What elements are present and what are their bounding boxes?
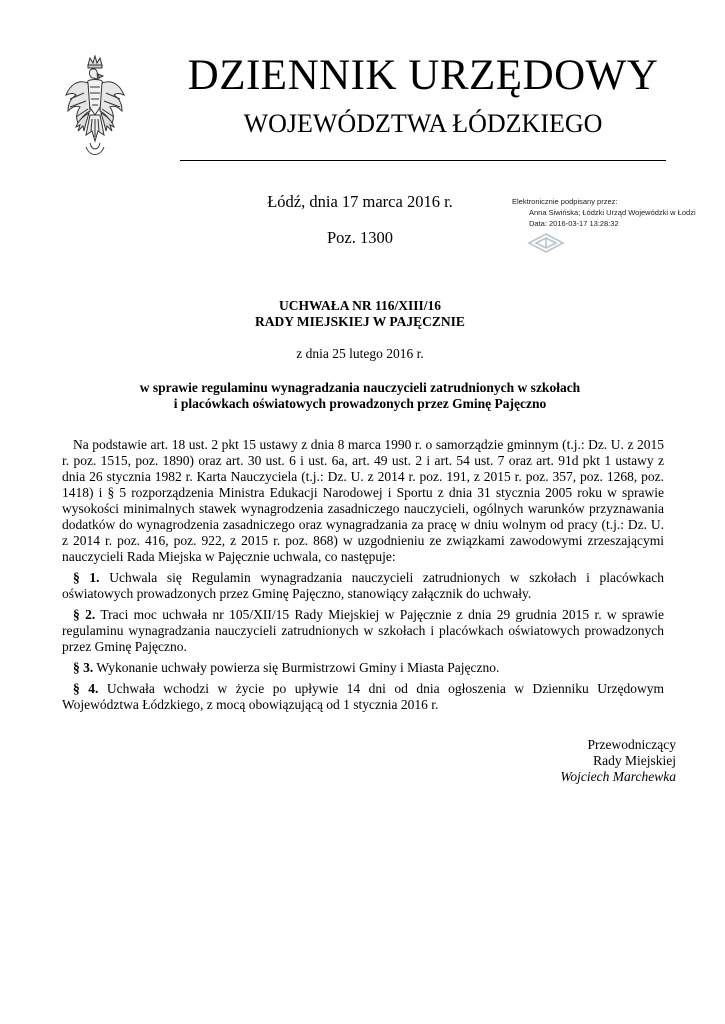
e-signature-icon: [527, 232, 565, 254]
resolution-number: UCHWAŁA NR 116/XIII/16: [278, 298, 442, 313]
signature-role: Przewodniczący: [587, 737, 676, 752]
paragraph-1: [62, 570, 664, 602]
signature-body: Rady Miejskiej: [593, 753, 676, 768]
paragraph-text: Wykonanie uchwały powierza się Burmistrzowi Gminy i Miasta Pajęczno.: [93, 660, 500, 675]
paragraph-3: [62, 660, 664, 676]
resolution-subject-line-1: w sprawie regulaminu wynagradzania nauczycieli zatrudnionych w szkołach: [139, 380, 581, 395]
issue-place-date: Łódź, dnia 17 marca 2016 r.: [267, 192, 453, 211]
preamble: Na podstawie art. 18 ust. 2 pkt 15 ustawy z dnia 8 marca 1990 r. o samorządzie gminnym (t.j.: Dz. U. z 2015 r. poz. 1515, poz. 1890) oraz art. 30 ust. 6 i ust. 6a, art. 49 ust. 2 i art. 54 ust. 7 oraz art. 91d pkt 1 ustawy z dnia 26 stycznia 1982 r. Karta Nauczyciela (t.j.: Dz. U. z 2014 r. poz. 191, z 2015 r. poz. 357, poz. 1268, poz. 1418) i § 5 rozporządzenia Ministra Edukacji Narodowej i Sportu z dnia 31 stycznia 2005 roku w sprawie wysokości minimalnych stawek wynagrodzenia zasadniczego nauczycieli, ogólnych warunków przyznawania dodatków do wynagrodzenia zasadniczego oraz wynagradzania za pracę w dniu wolnym od pracy (t.j.: Dz. U. z 2014 r. poz. 416, poz. 922, z 2015 r. poz. 868) w uzgodnieniu ze związkami zawodowymi zrzeszającymi nauczycieli Rada Miejska w Pajęcznie uchwala, co następuje:: [62, 437, 664, 564]
paragraph-number: § 4.: [73, 681, 99, 696]
resolution-council: RADY MIEJSKIEJ W PAJĘCZNIE: [255, 314, 465, 329]
paragraph-2: [62, 607, 664, 655]
e-signature-date: Data: 2016-03-17 13:28:32: [529, 219, 619, 228]
signature-block: [420, 737, 676, 785]
resolution-heading: [100, 298, 620, 330]
paragraph-text: Traci moc uchwała nr 105/XII/15 Rady Miejskiej w Pajęcznie z dnia 29 grudnia 2015 r. w sprawie regulaminu wynagradzania nauczycieli zatrudnionych w szkołach i placówkach oświatowych prowadzonych przez Gminę Pajęczno.: [62, 607, 664, 654]
paragraph-number: § 1.: [73, 570, 100, 585]
paragraph-number: § 2.: [73, 607, 96, 622]
paragraph-number: § 3.: [73, 660, 94, 675]
issue-position: Poz. 1300: [327, 228, 393, 247]
journal-subtitle: WOJEWÓDZTWA ŁÓDZKIEGO: [243, 109, 603, 138]
resolution-subject: [80, 380, 640, 412]
resolution-body: [62, 437, 664, 718]
electronic-signature-info: [512, 196, 702, 229]
polish-eagle-icon: [62, 55, 128, 163]
e-signature-signer: Anna Siwińska; Łódzki Urząd Wojewódzki w Łodzi: [529, 208, 696, 217]
e-signature-label: Elektronicznie podpisany przez:: [512, 197, 618, 206]
journal-title: DZIENNIK URZĘDOWY: [187, 52, 659, 99]
header-divider: [180, 160, 666, 161]
paragraph-4: [62, 681, 664, 713]
paragraph-text: Uchwała wchodzi w życie po upływie 14 dni od dnia ogłoszenia w Dzienniku Urzędowym Województwa Łódzkiego, z mocą obowiązującą od 1 stycznia 2016 r.: [62, 681, 664, 712]
resolution-date: z dnia 25 lutego 2016 r.: [296, 346, 424, 361]
signature-name: Wojciech Marchewka: [560, 769, 676, 784]
resolution-subject-line-2: i placówkach oświatowych prowadzonych przez Gminę Pajęczno: [173, 396, 547, 411]
paragraph-text: Uchwala się Regulamin wynagradzania nauczycieli zatrudnionych w szkołach i placówkach oświatowych prowadzonych przez Gminę Pajęczno, stanowiący załącznik do uchwały.: [62, 570, 664, 601]
